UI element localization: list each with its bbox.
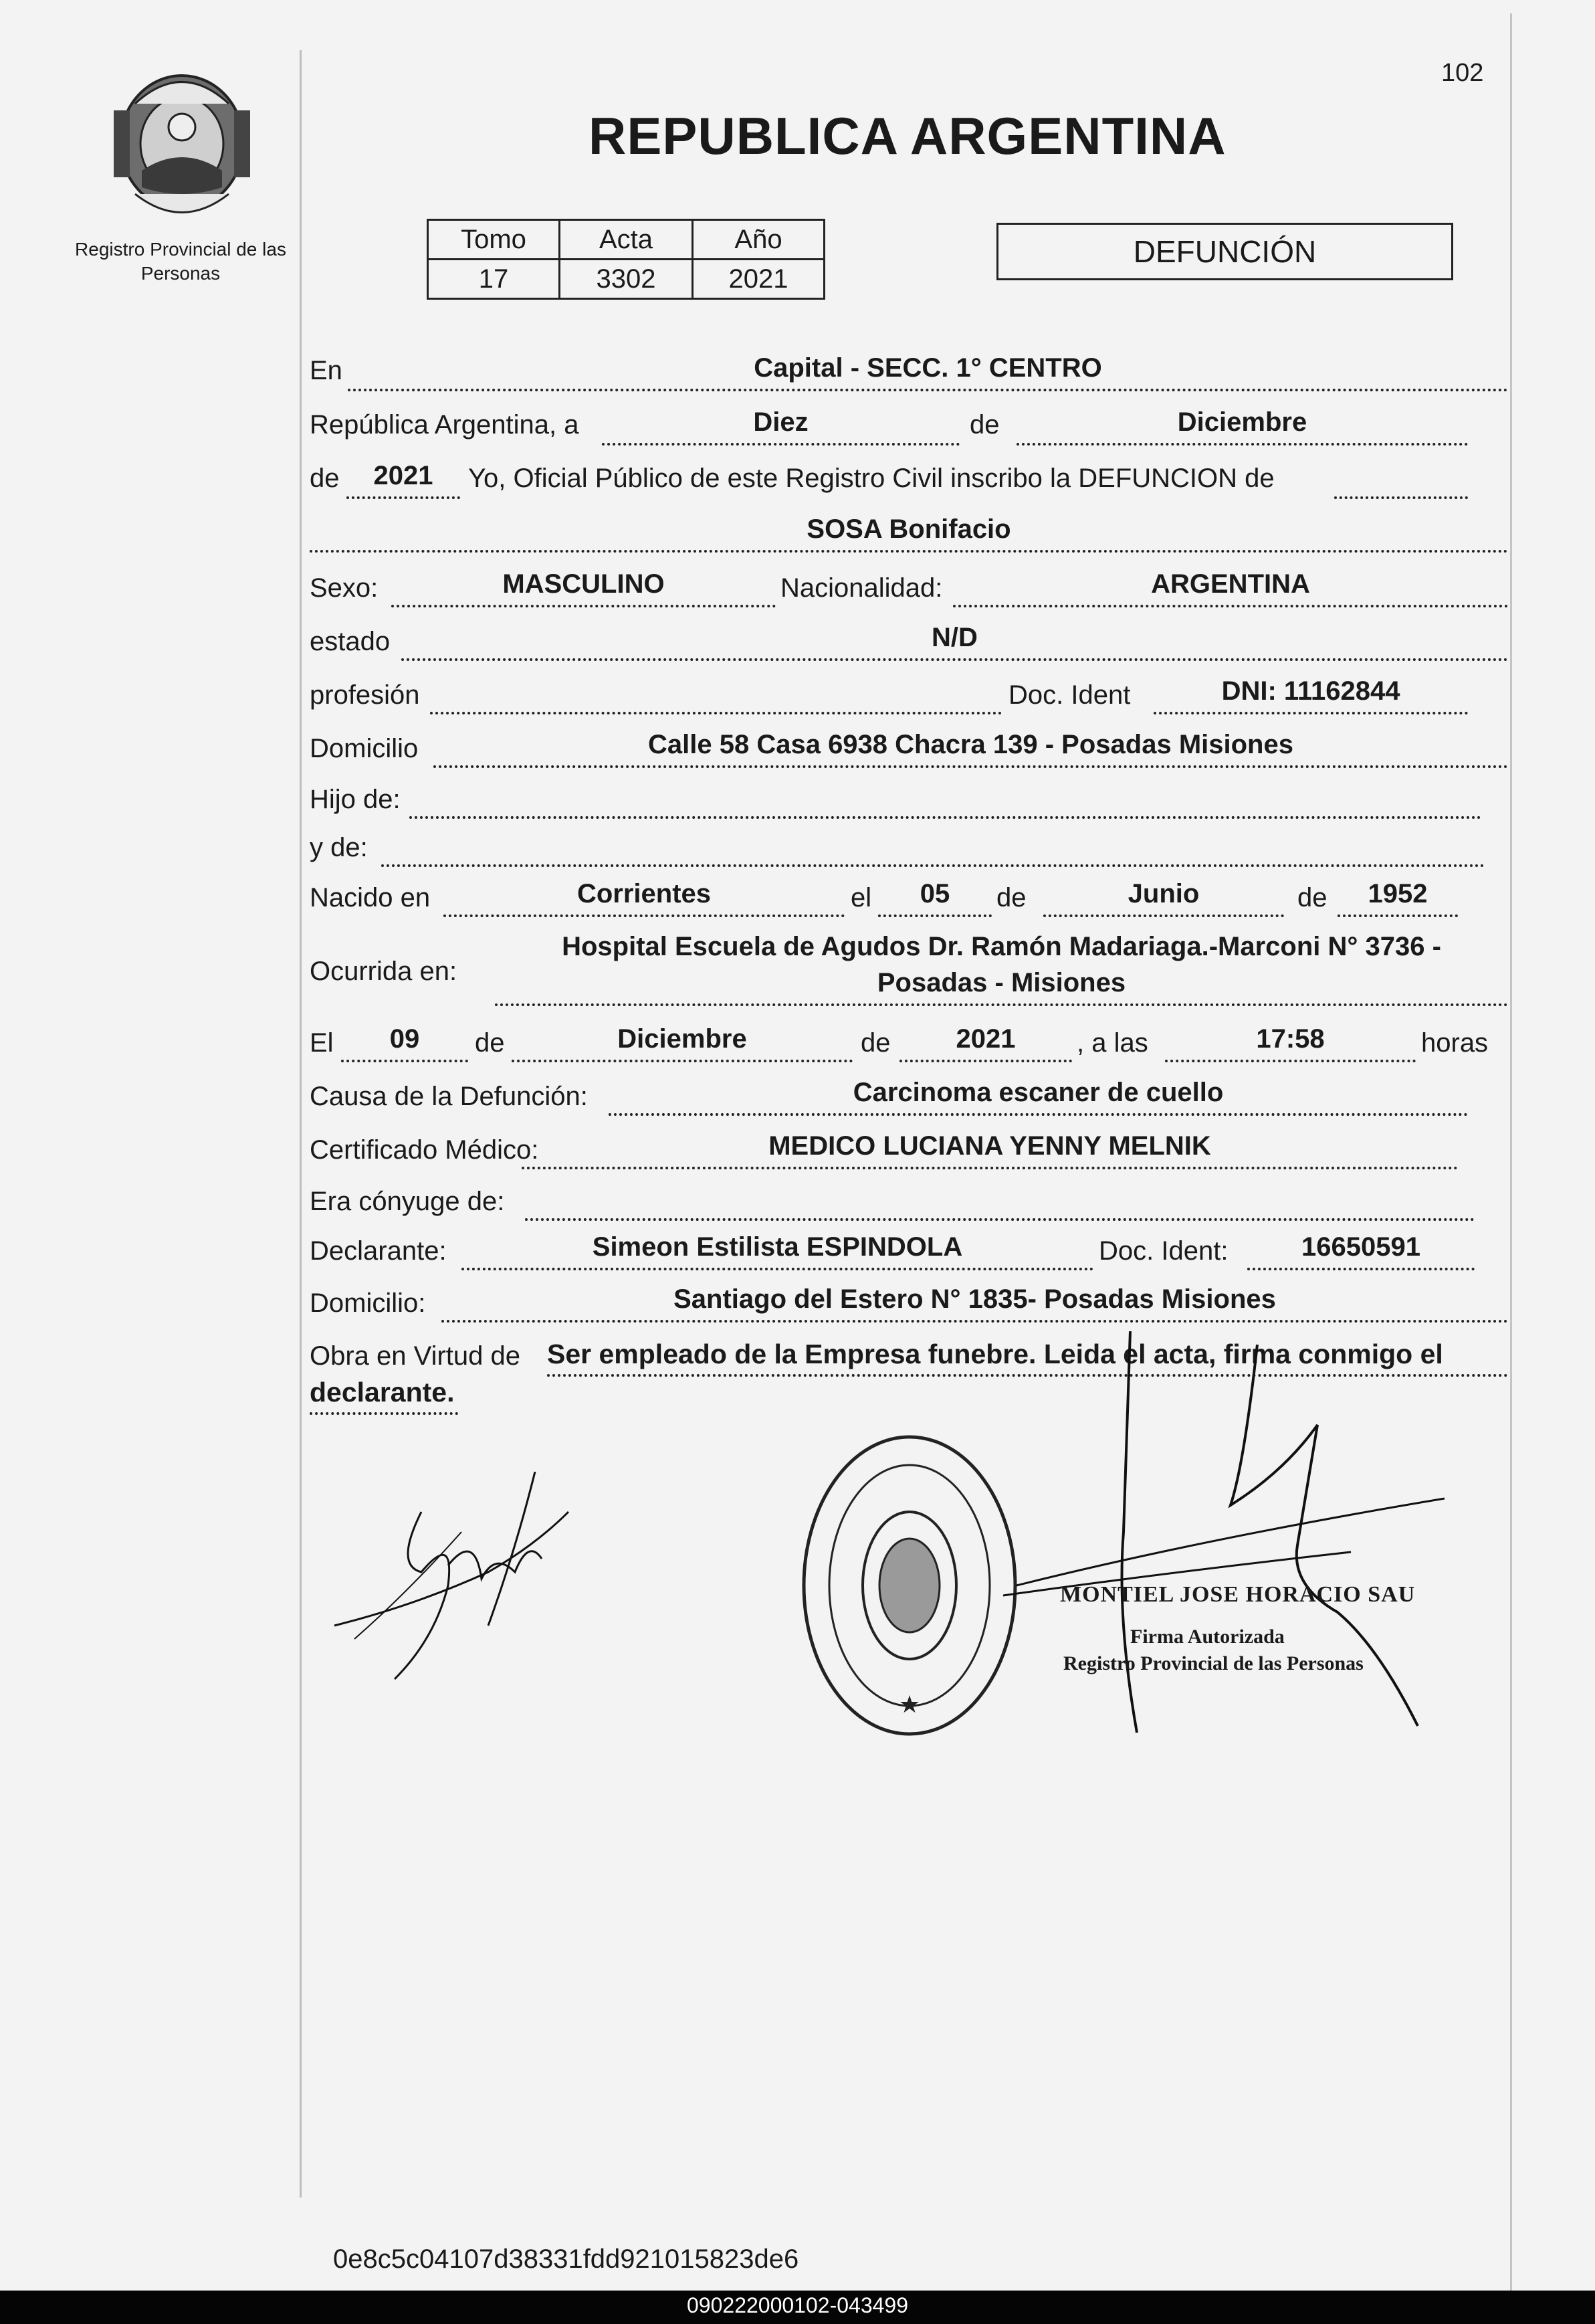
death-year-line (899, 1060, 1072, 1062)
ocurrida-line (495, 1003, 1508, 1006)
nacionalidad-line (953, 605, 1508, 607)
declarante-line (461, 1268, 1093, 1270)
birth-year-line (1338, 914, 1458, 917)
causa-value: Carcinoma escaner de cuello (853, 1078, 1224, 1107)
yde-label: y de: (310, 833, 368, 862)
de-label-5: de (475, 1028, 505, 1058)
obra-line-2: declarante. (310, 1377, 455, 1408)
certificado-line (522, 1167, 1458, 1169)
docident-label: Doc. Ident (1008, 680, 1131, 710)
nacionalidad-label: Nacionalidad: (780, 573, 943, 603)
hijo-label: Hijo de: (310, 785, 401, 814)
svg-text:★: ★ (898, 1691, 921, 1719)
stamp-authorized-text: Firma Autorizada (1130, 1626, 1285, 1648)
document-hash: 0e8c5c04107d38331fdd921015823de6 (333, 2244, 799, 2274)
horas-label: horas (1421, 1028, 1489, 1058)
domicilio-label: Domicilio (310, 734, 419, 763)
stamp-officer-name: MONTIEL JOSE HORACIO SAU (1060, 1582, 1416, 1607)
name-line (310, 550, 1508, 553)
day-words: Diez (753, 407, 809, 437)
birth-day-line (878, 914, 992, 917)
en-label: En (310, 356, 342, 385)
rep-label: República Argentina, a (310, 410, 579, 440)
domicilio2-value: Santiago del Estero N° 1835- Posadas Misiones (673, 1284, 1276, 1314)
tomo-value: 17 (428, 260, 560, 299)
left-margin-line (300, 50, 302, 2198)
death-month: Diciembre (617, 1024, 747, 1054)
obra-label: Obra en Virtud de (310, 1341, 521, 1371)
ocurrida-line-1: Hospital Escuela de Agudos Dr. Ramón Madariaga.-Marconi N° 3736 - (562, 932, 1441, 961)
anio-header: Año (693, 220, 825, 260)
obra-line-2-dots (310, 1412, 458, 1415)
birth-year: 1952 (1368, 879, 1428, 908)
barcode-number: 090222000102-043499 (687, 2293, 908, 2317)
de-label-4: de (1297, 883, 1327, 912)
docident2-label: Doc. Ident: (1099, 1236, 1229, 1266)
day-line (602, 443, 960, 446)
conyuge-line (525, 1218, 1475, 1221)
birth-month-line (1043, 914, 1284, 917)
conyuge-label: Era cónyuge de: (310, 1187, 505, 1216)
docident-line (1154, 712, 1468, 714)
causa-line (609, 1113, 1468, 1116)
anio-value: 2021 (693, 260, 825, 299)
nacionalidad-value: ARGENTINA (1151, 569, 1310, 599)
sexo-value: MASCULINO (502, 569, 665, 599)
nacido-line (443, 914, 845, 917)
El-label: El (310, 1028, 334, 1058)
sexo-label: Sexo: (310, 573, 379, 603)
docident2-value: 16650591 (1301, 1232, 1420, 1262)
certificado-value: MEDICO LUCIANA YENNY MELNIK (768, 1131, 1211, 1161)
death-day-line (341, 1060, 468, 1062)
declarante-value: Simeon Estilista ESPINDOLA (592, 1232, 963, 1262)
ocurrida-label: Ocurrida en: (310, 957, 457, 986)
en-line (348, 389, 1508, 391)
sexo-line (391, 605, 776, 607)
document-type-box: DEFUNCIÓN (996, 223, 1453, 280)
year-value: 2021 (373, 461, 433, 490)
authorized-signature (1003, 1331, 1458, 1759)
domicilio2-line (441, 1320, 1508, 1323)
causa-label: Causa de la Defunción: (310, 1082, 588, 1111)
de-label-1: de (970, 410, 1000, 440)
acta-value: 3302 (560, 260, 693, 299)
estado-value: N/D (932, 623, 978, 652)
profesion-line (430, 712, 1002, 714)
stamp-registry-text: Registro Provincial de las Personas (1063, 1652, 1364, 1674)
declarant-signature (314, 1472, 582, 1699)
death-time-line (1165, 1060, 1416, 1062)
tomo-acta-anio-table (427, 219, 825, 300)
docident-value: DNI: 11162844 (1221, 676, 1400, 706)
month-line (1017, 443, 1468, 446)
domicilio-line (433, 765, 1508, 768)
death-month-line (512, 1060, 853, 1062)
month-value: Diciembre (1177, 407, 1307, 437)
en-value: Capital - SECC. 1° CENTRO (754, 353, 1102, 383)
inscribe-text: Yo, Oficial Público de este Registro Civil inscribo la DEFUNCION de (468, 464, 1275, 493)
nacido-label: Nacido en (310, 883, 431, 912)
tomo-header: Tomo (428, 220, 560, 260)
de-label-2: de (310, 464, 340, 493)
domicilio-value: Calle 58 Casa 6938 Chacra 139 - Posadas Misiones (648, 730, 1293, 759)
obra-line-1: Ser empleado de la Empresa funebre. Leida el acta, firma conmigo el (547, 1339, 1443, 1369)
registry-stamp (799, 1432, 1020, 1739)
domicilio2-label: Domicilio: (310, 1288, 426, 1318)
acta-header: Acta (560, 220, 693, 260)
birth-month: Junio (1128, 879, 1200, 908)
el-label: el (851, 883, 872, 912)
estado-line (401, 658, 1508, 661)
death-time: 17:58 (1256, 1024, 1325, 1054)
document-title: REPUBLICA ARGENTINA (589, 106, 1227, 165)
ocurrida-line-2: Posadas - Misiones (877, 968, 1126, 997)
year-line (346, 496, 460, 499)
registry-label: Registro Provincial de las Personas (75, 239, 286, 284)
certificado-label: Certificado Médico: (310, 1135, 539, 1165)
right-margin-line (1510, 13, 1512, 2308)
province-seal-logo (108, 64, 255, 224)
inscribe-line (1334, 496, 1468, 499)
hijo-line (409, 816, 1481, 819)
profesion-label: profesión (310, 680, 420, 710)
birth-day: 05 (920, 879, 950, 908)
death-day: 09 (389, 1024, 420, 1054)
de-label-3: de (996, 883, 1027, 912)
yde-line (381, 864, 1485, 867)
deceased-name: SOSA Bonifacio (807, 514, 1011, 544)
de-label-6: de (861, 1028, 891, 1058)
declarante-label: Declarante: (310, 1236, 447, 1266)
page-number: 102 (1441, 59, 1484, 87)
death-year: 2021 (956, 1024, 1016, 1054)
estado-label: estado (310, 627, 391, 656)
alas-label: , a las (1077, 1028, 1148, 1058)
docident2-line (1247, 1268, 1475, 1270)
nacido-value: Corrientes (576, 879, 712, 908)
